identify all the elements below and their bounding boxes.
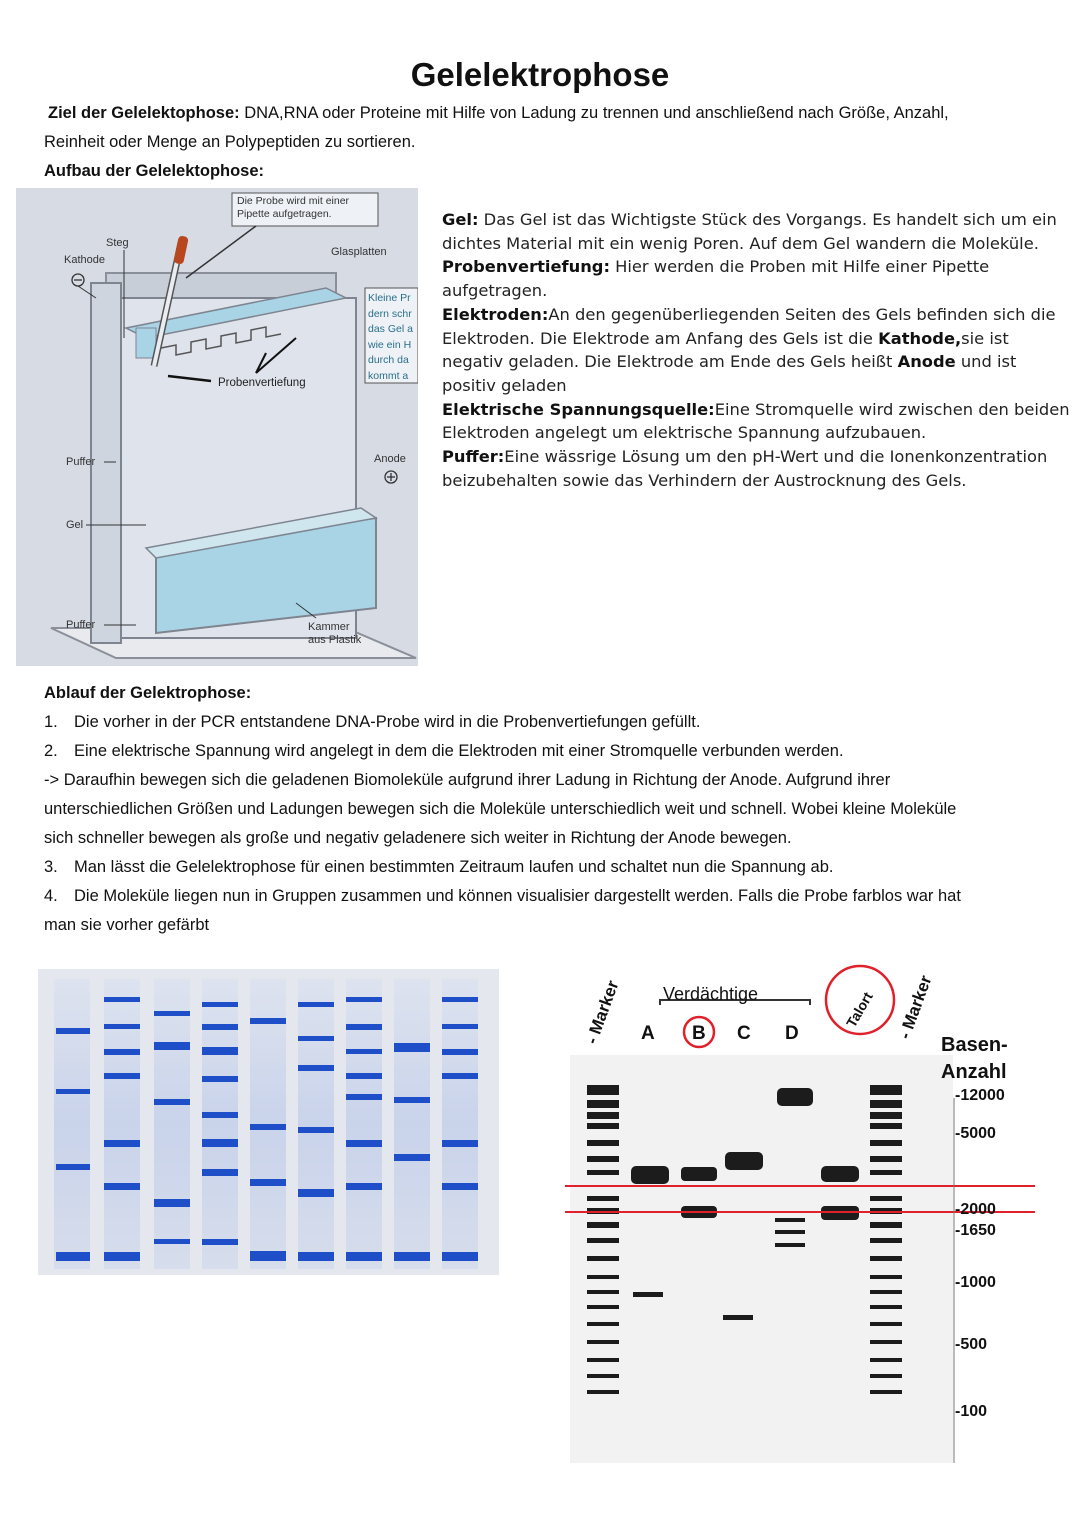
side-note-line: kommt a (368, 369, 409, 382)
text-elektroden-2: sie ist negativ geladen. Die Elektrode am Ende des Gels heißt (442, 328, 1009, 372)
explanation-gel (442, 208, 1070, 255)
text-elektroden-3: und ist positiv geladen (442, 352, 1017, 395)
setup-heading: Aufbau der Gelelektophose: (44, 162, 265, 180)
label-marker-left: - Marker (582, 977, 623, 1047)
label-puffer-top: Puffer (66, 456, 96, 468)
term-elektroden: Elektroden: (442, 304, 549, 324)
label-crime-scene: Talort (843, 989, 876, 1030)
text-puffer: Eine wässrige Lösung um den pH-Wert und die Ionenkonzentration beizubehalten sowie das Verhindern der Austrocknung des Gels. (442, 447, 1048, 490)
tick-100: -100 (955, 1403, 988, 1420)
axis-title (941, 1032, 1008, 1086)
tick-12000: -12000 (955, 1087, 1005, 1104)
label-marker-right: - Marker (895, 972, 936, 1042)
tick-500: -500 (955, 1336, 988, 1353)
label-kammer-line2: aus Plastik (308, 634, 362, 646)
term-spannungsquelle: Elektrische Spannungsquelle: (442, 399, 715, 419)
label-glasplatten: Glasplatten (331, 246, 387, 258)
explanation-spannungsquelle (442, 398, 1070, 445)
label-puffer-bottom: Puffer (66, 619, 96, 631)
lane-label-b: B (692, 1023, 706, 1044)
step-text: Die vorher in der PCR entstandene DNA-Probe wird in die Probenvertiefungen gefüllt. (74, 713, 701, 731)
term-probenvertiefung: Probenvertiefung: (442, 257, 610, 277)
label-probenvertiefung: Probenvertiefung (218, 377, 306, 389)
lane-label-d: D (785, 1023, 799, 1044)
explanation-elektroden (442, 303, 1070, 398)
step-4 (44, 882, 1044, 911)
term-gel: Gel: (442, 210, 479, 229)
explanation-probenvertiefung (442, 255, 1070, 302)
side-note-line: Kleine Pr (368, 292, 411, 304)
text-spannungsquelle: Eine Stromquelle wird zwischen den beiden Elektroden angelegt um elektrische Spannung aufzubauen. (442, 399, 1070, 443)
label-kathode: Kathode (64, 254, 105, 266)
term-kathode: Kathode, (878, 328, 962, 348)
tick-2000: -2000 (955, 1201, 996, 1218)
step-number: 2. (44, 742, 58, 760)
goal-line-2: Reinheit oder Menge an Polypeptiden zu sortieren. (44, 133, 416, 151)
side-note (368, 291, 418, 384)
step-number: 3. (44, 858, 58, 876)
step-arrow-line: -> Daraufhin bewegen sich die geladenen Biomoleküle aufgrund ihrer Ladung in Richtung der Anode. Aufgrund ihrer (44, 771, 891, 789)
step-3 (44, 853, 1044, 882)
apparatus-diagram (16, 188, 418, 666)
tick-1650: -1650 (955, 1222, 996, 1239)
step-text: Die Moleküle liegen nun in Gruppen zusammen und können visualisier dargestellt werden. Falls die Probe farblos war hat (74, 887, 961, 905)
step-text: Man lässt die Gelelektrophose für einen bestimmten Zeitraum laufen und schaltet nun die Spannung ab. (74, 858, 834, 876)
page-title: Gelelektrophose (410, 56, 670, 93)
axis-title-line2: Anzahl (941, 1061, 1007, 1083)
axis-title-line1: Basen- (941, 1034, 1008, 1056)
forensic-gel-image (565, 960, 1035, 1470)
goal-text: DNA,RNA oder Proteine mit Hilfe von Ladung zu trennen und anschließend nach Größe, Anzahl, (239, 104, 949, 122)
label-kammer-line1: Kammer (308, 621, 350, 633)
text-gel: Das Gel ist das Wichtigste Stück des Vorgangs. Es handelt sich um ein dichtes Material mit ein wenig Poren. Auf dem Gel wandern die Moleküle. (442, 210, 1057, 253)
procedure-heading: Ablauf der Gelektrophose: (44, 684, 252, 702)
label-steg: Steg (106, 237, 129, 249)
term-anode: Anode (897, 352, 956, 372)
procedure (44, 679, 1044, 940)
side-note-line: durch da (368, 354, 409, 366)
label-anode: Anode (374, 453, 406, 465)
explanation-puffer (442, 445, 1070, 492)
goal-line-1 (44, 99, 949, 128)
component-explanations (442, 208, 1070, 492)
step-2 (44, 737, 1044, 766)
step-number: 4. (44, 887, 58, 905)
goal-label: Ziel der Gelelektophose: (48, 104, 240, 122)
label-suspects: Verdächtige (663, 984, 759, 1004)
label-kammer (308, 621, 361, 647)
lane-label-c: C (737, 1023, 751, 1044)
label-gel: Gel (66, 519, 84, 531)
side-note-line: das Gel a (368, 323, 413, 335)
step-text: Eine elektrische Spannung wird angelegt in dem die Elektroden mit einer Stromquelle verbunden werden. (74, 742, 844, 760)
tick-5000: -5000 (955, 1125, 996, 1142)
step-number: 1. (44, 713, 58, 731)
side-note-line: wie ein H (368, 338, 412, 351)
blue-gel-image (38, 969, 499, 1275)
text-elektroden: An den gegenüberliegenden Seiten des Gels befinden sich die Elektroden. Die Elektrode am Anfang des Gels ist die (442, 304, 1056, 348)
step-arrow-line: sich schneller bewegen als große und negativ geladenere sich weiter in Richtung der Anode bewegen. (44, 829, 792, 847)
side-note-line: dern schr (368, 307, 412, 320)
lane-label-a: A (641, 1023, 655, 1044)
step-1 (44, 708, 1044, 737)
text-probenvertiefung: Hier werden die Proben mit Hilfe einer Pipette aufgetragen. (442, 257, 990, 301)
callout-text: Die Probe wird mit einer Pipette aufgetragen. (237, 195, 350, 220)
term-puffer: Puffer: (442, 447, 505, 467)
tick-1000: -1000 (955, 1274, 996, 1291)
step-4-continued: man sie vorher gefärbt (44, 916, 210, 934)
step-arrow-line: unterschiedlichen Größen und Ladungen bewegen sich die Moleküle unterschiedlich weit und schnell. Wobei kleine Moleküle (44, 800, 957, 818)
